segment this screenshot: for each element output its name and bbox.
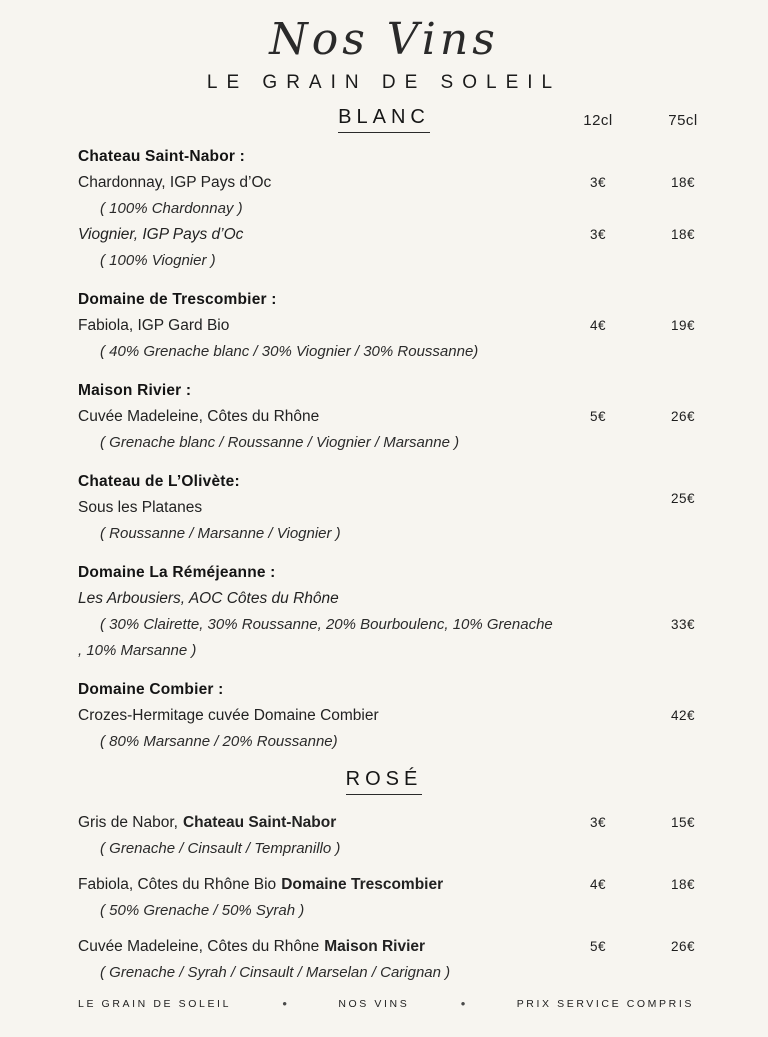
footer-separator-dot-icon: • bbox=[460, 996, 466, 1011]
section-header-blanc bbox=[0, 106, 768, 144]
wine-name: Fabiola, IGP Gard Bio bbox=[78, 317, 230, 334]
wine-name: Cuvée Madeleine, Côtes du Rhône bbox=[78, 408, 320, 425]
price-75cl: 18€ bbox=[670, 175, 696, 190]
footer-restaurant-name: LE GRAIN DE SOLEIL bbox=[78, 997, 232, 1010]
grape-composition: ( Grenache / Syrah / Cinsault / Marselan / Carignan ) bbox=[100, 964, 451, 981]
wine-row bbox=[78, 222, 728, 248]
footer-separator-dot-icon: • bbox=[282, 996, 287, 1011]
wine-row bbox=[78, 810, 728, 836]
grapes-row bbox=[78, 196, 728, 222]
wine-name-text: Cuvée Madeleine, Côtes du Rhône bbox=[78, 938, 320, 955]
wine-entry-chateau-de-l-olivete bbox=[78, 469, 728, 547]
wine-entry-domaine-combier bbox=[78, 677, 728, 755]
rose-wine-list bbox=[0, 810, 768, 986]
grapes-row bbox=[78, 521, 728, 547]
grapes-row bbox=[78, 612, 728, 664]
producer-name: Domaine Trescombier bbox=[281, 876, 444, 893]
producer-name: Chateau Saint-Nabor bbox=[182, 814, 337, 831]
wine-entry-cuvee-madeleine-rose bbox=[78, 934, 728, 986]
price-12cl: 5€ bbox=[589, 409, 607, 424]
price-12cl: 3€ bbox=[589, 175, 607, 190]
wine-entry-gris-de-nabor bbox=[78, 810, 728, 862]
wine-name-text: Gris de Nabor, bbox=[78, 814, 178, 831]
section-title-blanc: BLANC bbox=[338, 106, 430, 133]
producer-row bbox=[78, 287, 728, 313]
wine-name-text: Fabiola, Côtes du Rhône Bio bbox=[78, 876, 277, 893]
grape-composition: ( Roussanne / Marsanne / Viognier ) bbox=[100, 525, 341, 542]
wine-entry-maison-rivier bbox=[78, 378, 728, 456]
wine-name bbox=[78, 872, 558, 898]
grapes-row bbox=[78, 248, 728, 274]
producer-name: Domaine La Réméjeanne : bbox=[78, 564, 276, 581]
blanc-wine-list bbox=[0, 144, 768, 755]
grapes-row bbox=[78, 836, 728, 862]
producer-row bbox=[78, 378, 728, 404]
producer-row bbox=[78, 677, 728, 703]
price-12cl: 3€ bbox=[589, 227, 607, 242]
wine-name bbox=[78, 810, 558, 836]
producer-name: Maison Rivier bbox=[324, 938, 426, 955]
price-75cl: 42€ bbox=[670, 708, 696, 723]
price-12cl: 4€ bbox=[589, 877, 607, 892]
price-75cl: 15€ bbox=[670, 815, 696, 830]
producer-name: Chateau Saint-Nabor : bbox=[78, 148, 245, 165]
producer-name: Chateau de L’Olivète: bbox=[78, 473, 240, 490]
grapes-row bbox=[78, 430, 728, 456]
column-label-12cl: 12cl bbox=[583, 112, 613, 129]
grapes-row bbox=[78, 339, 728, 365]
footer-service-note: PRIX SERVICE COMPRIS bbox=[516, 997, 694, 1010]
producer-name: Maison Rivier : bbox=[78, 382, 192, 399]
wine-row bbox=[78, 872, 728, 898]
column-label-75cl: 75cl bbox=[668, 112, 698, 129]
producer-row bbox=[78, 469, 728, 495]
wine-row bbox=[78, 586, 728, 612]
price-75cl: 18€ bbox=[670, 227, 696, 242]
grape-composition: ( 80% Marsanne / 20% Roussanne) bbox=[100, 733, 338, 750]
producer-name: Domaine Combier : bbox=[78, 681, 224, 698]
wine-name: Viognier, IGP Pays d’Oc bbox=[78, 226, 244, 243]
price-75cl: 26€ bbox=[670, 409, 696, 424]
producer-name: Domaine de Trescombier : bbox=[78, 291, 277, 308]
price-75cl: 25€ bbox=[670, 491, 696, 506]
wine-name bbox=[78, 934, 558, 960]
price-12cl: 3€ bbox=[589, 815, 607, 830]
grape-composition: ( Grenache blanc / Roussanne / Viognier / Marsanne ) bbox=[100, 434, 460, 451]
grape-composition: ( 50% Grenache / 50% Syrah ) bbox=[100, 902, 305, 919]
price-12cl: 5€ bbox=[589, 939, 607, 954]
wine-entry-domaine-la-remejeanne bbox=[78, 560, 728, 664]
menu-script-title: Nos Vins bbox=[269, 14, 499, 65]
menu-footer bbox=[78, 996, 694, 1011]
grape-composition: ( 40% Grenache blanc / 30% Viognier / 30% Roussanne) bbox=[100, 343, 479, 360]
footer-menu-title: NOS VINS bbox=[338, 997, 410, 1010]
section-header-rose bbox=[0, 768, 768, 810]
producer-row bbox=[78, 144, 728, 170]
wine-row bbox=[78, 313, 728, 339]
grape-composition: ( 30% Clairette, 30% Roussanne, 20% Bourboulenc, 10% Grenache , 10% Marsanne ) bbox=[78, 616, 553, 659]
price-12cl: 4€ bbox=[589, 318, 607, 333]
grape-composition: ( Grenache / Cinsault / Tempranillo ) bbox=[100, 840, 341, 857]
producer-row bbox=[78, 560, 728, 586]
restaurant-name: LE GRAIN DE SOLEIL bbox=[206, 72, 562, 93]
grapes-row bbox=[78, 960, 728, 986]
wine-entry-fabiola-rose bbox=[78, 872, 728, 924]
wine-row bbox=[78, 703, 728, 729]
wine-name: Crozes-Hermitage cuvée Domaine Combier bbox=[78, 707, 379, 724]
wine-entry-domaine-de-trescombier bbox=[78, 287, 728, 365]
section-title-rose: ROSÉ bbox=[346, 768, 423, 795]
wine-row bbox=[78, 170, 728, 196]
wine-name: Chardonnay, IGP Pays d’Oc bbox=[78, 174, 272, 191]
wine-entry-chateau-saint-nabor bbox=[78, 144, 728, 274]
wine-name: Sous les Platanes bbox=[78, 499, 203, 516]
wine-row bbox=[78, 491, 728, 521]
price-75cl: 26€ bbox=[670, 939, 696, 954]
wine-row bbox=[78, 934, 728, 960]
grapes-row bbox=[78, 729, 728, 755]
price-75cl: 18€ bbox=[670, 877, 696, 892]
price-75cl: 33€ bbox=[670, 617, 696, 632]
grape-composition: ( 100% Viognier ) bbox=[100, 252, 216, 269]
price-75cl: 19€ bbox=[670, 318, 696, 333]
grapes-row bbox=[78, 898, 728, 924]
menu-header bbox=[0, 0, 768, 98]
wine-row bbox=[78, 404, 728, 430]
grape-composition: ( 100% Chardonnay ) bbox=[100, 200, 243, 217]
wine-name: Les Arbousiers, AOC Côtes du Rhône bbox=[78, 590, 339, 607]
